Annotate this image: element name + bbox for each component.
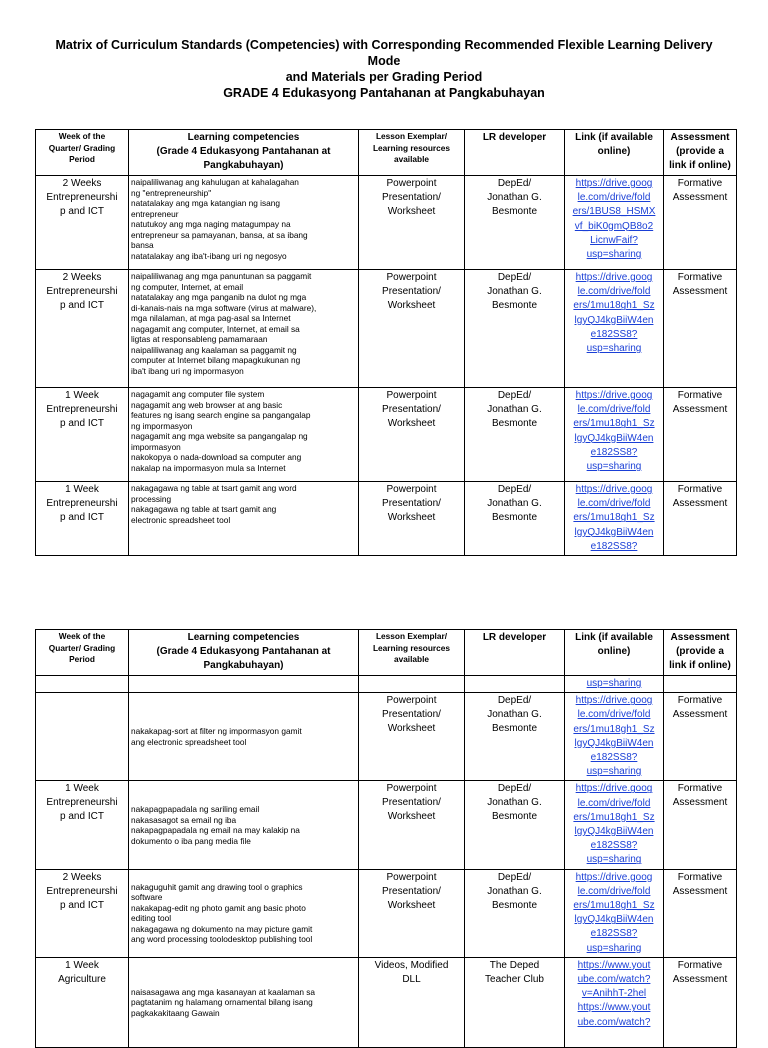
- resource-link[interactable]: le.com/drive/fold: [577, 709, 651, 721]
- resource-link[interactable]: vf_biK0gmQB8o2: [574, 220, 654, 232]
- developer-cell: [465, 176, 565, 270]
- header-link-line: Link (if available: [575, 132, 653, 143]
- exemplar-line: Presentation/: [382, 885, 441, 897]
- developer-line: Jonathan G.: [487, 709, 542, 721]
- resource-link[interactable]: https://www.yout: [577, 1002, 651, 1014]
- assessment-line: Formative: [677, 178, 723, 189]
- developer-line: DepEd/: [497, 484, 532, 495]
- week-line: Entrepreneurshi: [46, 192, 118, 203]
- assessment-line: Assessment: [672, 286, 728, 297]
- link-cell: [565, 676, 664, 693]
- table-header-row: [36, 630, 737, 676]
- header-assessment-line: link if online): [669, 660, 731, 671]
- resource-link[interactable]: v=AnihhT-2hel: [581, 988, 647, 1000]
- table-row: [36, 869, 737, 957]
- exemplar-line: Worksheet: [387, 899, 436, 911]
- week-line: Entrepreneurshi: [46, 498, 118, 509]
- developer-line: Besmonte: [491, 811, 538, 823]
- developer-line: Besmonte: [491, 300, 538, 311]
- developer-line: Besmonte: [491, 418, 538, 429]
- resource-link[interactable]: ube.com/watch?: [577, 1016, 651, 1028]
- competency-line: naipaliliwanag ang kahulugan at kahalagahan: [131, 177, 299, 187]
- competency-line: features ng isang search engine sa pangangalap: [131, 410, 311, 420]
- resource-link[interactable]: lgyQJ4kgBiiW4en: [574, 526, 654, 538]
- resource-link[interactable]: lgyQJ4kgBiiW4en: [574, 737, 654, 749]
- exemplar-line: Powerpoint: [386, 695, 437, 707]
- header-week-line: Quarter/ Grading: [48, 642, 116, 653]
- resource-link[interactable]: lgyQJ4kgBiiW4en: [574, 314, 654, 326]
- header-competencies: [129, 630, 359, 676]
- resource-link[interactable]: le.com/drive/fold: [577, 286, 651, 298]
- exemplar-line: Powerpoint: [386, 178, 437, 189]
- competency-line: natutukoy ang mga naging matagumpay na: [131, 219, 291, 229]
- resource-link[interactable]: e182SS8?: [590, 840, 638, 852]
- week-line: p and ICT: [60, 512, 104, 523]
- resource-link[interactable]: e182SS8?: [590, 446, 638, 458]
- header-developer: LR developer: [465, 630, 565, 676]
- header-developer: LR developer: [465, 130, 565, 176]
- developer-line: Jonathan G.: [487, 498, 542, 509]
- week-line: 2 Weeks: [62, 871, 102, 883]
- assessment-line: Formative: [677, 484, 723, 495]
- exemplar-cell: [359, 482, 465, 556]
- competency-line: ligtas at responsableng pamamaraan: [131, 334, 268, 344]
- table-row: [36, 482, 737, 556]
- competency-line: bansa: [131, 240, 154, 250]
- resource-link[interactable]: le.com/drive/fold: [577, 192, 651, 204]
- header-week-line: Period: [69, 654, 95, 664]
- resource-link[interactable]: e182SS8?: [590, 928, 638, 940]
- developer-cell: [465, 693, 565, 781]
- resource-link[interactable]: usp=sharing: [586, 343, 642, 355]
- exemplar-cell: [359, 957, 465, 1047]
- week-line: Entrepreneurshi: [46, 404, 118, 415]
- resource-link[interactable]: le.com/drive/fold: [577, 404, 651, 416]
- table-row: [36, 176, 737, 270]
- competency-line: naisasagawa ang mga kasanayan at kaalaman sa: [131, 986, 316, 997]
- header-competencies-line: Learning competencies: [187, 132, 300, 143]
- exemplar-cell: [359, 781, 465, 869]
- exemplar-line: Presentation/: [382, 192, 441, 203]
- resource-link[interactable]: usp=sharing: [586, 942, 642, 954]
- competency-line: nakapagpapadala ng email na may kalakip na: [131, 825, 300, 836]
- header-week-line: Period: [69, 154, 95, 164]
- developer-cell: [465, 957, 565, 1047]
- assessment-cell: [664, 176, 737, 270]
- resource-link[interactable]: LicnwFaif?: [590, 234, 638, 246]
- competency-line: ang word processing toolodesktop publishing tool: [131, 934, 313, 945]
- exemplar-line: Presentation/: [382, 797, 441, 809]
- competency-line: nagagamit ang web browser at ang basic: [131, 399, 283, 410]
- assessment-line: Formative: [677, 390, 723, 401]
- developer-cell: [465, 270, 565, 388]
- developer-cell: [465, 781, 565, 869]
- resource-link[interactable]: usp=sharing: [586, 678, 642, 689]
- competency-line: nakakapag-sort at filter ng impormasyon gamit: [131, 726, 302, 737]
- header-assessment-line: link if online): [669, 160, 731, 171]
- competencies-cell: [129, 270, 359, 388]
- developer-line: Jonathan G.: [487, 404, 542, 415]
- table-row: [36, 270, 737, 388]
- developer-line: Teacher Club: [485, 973, 544, 985]
- header-week: [36, 630, 129, 676]
- exemplar-line: Powerpoint: [386, 783, 437, 795]
- competency-line: ng computer, Internet, at email: [131, 281, 244, 292]
- exemplar-cell: [359, 176, 465, 270]
- competency-line: ang electronic spreadsheet tool: [131, 736, 247, 747]
- exemplar-line: Worksheet: [387, 206, 436, 217]
- week-line: p and ICT: [60, 300, 104, 311]
- competency-line: natatalakay ang mga panganib na dulot ng mga: [131, 292, 307, 302]
- exemplar-line: Presentation/: [382, 498, 441, 509]
- header-assessment-line: Assessment: [670, 132, 730, 143]
- week-line: Entrepreneurshi: [46, 797, 118, 809]
- competency-line: nakapagpapadala ng sariling email: [131, 804, 260, 815]
- assessment-cell: [664, 781, 737, 869]
- table-row: [36, 957, 737, 1047]
- header-link-line: online): [597, 146, 631, 157]
- week-line: Entrepreneurshi: [46, 286, 118, 297]
- developer-line: Besmonte: [491, 206, 538, 217]
- week-cell: [36, 693, 129, 781]
- assessment-line: Assessment: [672, 192, 728, 203]
- resource-link[interactable]: le.com/drive/fold: [577, 797, 651, 809]
- week-cell: [36, 869, 129, 957]
- competency-line: nakagagawa ng table at tsart gamit ang: [131, 504, 277, 514]
- assessment-cell: [664, 957, 737, 1047]
- developer-line: DepEd/: [497, 178, 532, 189]
- week-line: p and ICT: [60, 418, 104, 429]
- header-assessment: [664, 630, 737, 676]
- assessment-line: Assessment: [672, 885, 728, 897]
- week-cell: [36, 781, 129, 869]
- assessment-cell: [664, 482, 737, 556]
- exemplar-cell: [359, 676, 465, 693]
- resource-link[interactable]: https://drive.goog: [575, 484, 653, 495]
- exemplar-line: Presentation/: [382, 709, 441, 721]
- header-competencies-line: Learning competencies: [187, 632, 300, 643]
- document-title: [40, 37, 728, 85]
- week-line: 1 Week: [65, 783, 99, 795]
- table-body: [36, 176, 737, 556]
- week-cell: [36, 388, 129, 482]
- header-competencies-line: (Grade 4 Edukasyong Pantahanan at: [156, 146, 331, 157]
- resource-link[interactable]: ers/1mu18gh1_Sz: [573, 900, 655, 912]
- header-link-line: online): [597, 646, 631, 657]
- competency-line: impormasyon: [131, 441, 181, 452]
- table-row: [36, 388, 737, 482]
- competency-line: naipaliliwanag ang kaalaman sa paggamit ng: [131, 344, 297, 355]
- developer-line: DepEd/: [497, 272, 532, 283]
- competency-line: pagkakakitaang Gawain: [131, 1007, 220, 1018]
- competency-line: entrepreneur sa pamayanan, bansa, at sa ibang: [131, 229, 308, 240]
- exemplar-line: Powerpoint: [386, 272, 437, 283]
- header-competencies: [129, 130, 359, 176]
- exemplar-line: Powerpoint: [386, 390, 437, 401]
- exemplar-line: Worksheet: [387, 300, 436, 311]
- week-line: p and ICT: [60, 206, 104, 217]
- exemplar-line: DLL: [402, 973, 421, 985]
- exemplar-cell: [359, 388, 465, 482]
- link-cell: [565, 388, 664, 482]
- table-body: [36, 676, 737, 1048]
- exemplar-line: Powerpoint: [386, 484, 437, 495]
- link-cell: [565, 176, 664, 270]
- competency-table-1: [35, 129, 737, 556]
- competency-line: natatalakay ang mga katangian ng isang: [131, 198, 280, 208]
- competency-line: editing tool: [131, 913, 172, 924]
- competency-line: natatalakay ang iba't-ibang uri ng negosyo: [131, 250, 287, 261]
- document-subtitle: GRADE 4 Edukasyong Pantahanan at Pangkabuhayan: [223, 86, 545, 100]
- assessment-line: Assessment: [672, 709, 728, 721]
- exemplar-line: Presentation/: [382, 286, 441, 297]
- competency-line: nakasasagot sa email ng iba: [131, 814, 237, 825]
- assessment-line: Formative: [677, 272, 723, 283]
- developer-line: Jonathan G.: [487, 286, 542, 297]
- resource-link[interactable]: usp=sharing: [586, 461, 642, 473]
- competency-line: nakalap na impormasyon mula sa Internet: [131, 462, 286, 473]
- header-assessment-line: (provide a: [676, 646, 724, 657]
- competency-line: entrepreneur: [131, 208, 179, 219]
- header-week: [36, 130, 129, 176]
- table-row: [36, 693, 737, 781]
- competency-line: processing: [131, 493, 172, 504]
- competencies-cell: [129, 693, 359, 781]
- header-competencies-line: Pangkabuhayan): [203, 160, 284, 171]
- assessment-line: Formative: [677, 871, 723, 883]
- week-line: p and ICT: [60, 811, 104, 823]
- week-line: Entrepreneurshi: [46, 885, 118, 897]
- competency-line: ng "entrepreneurship": [131, 187, 212, 198]
- resource-link[interactable]: e182SS8?: [590, 752, 638, 764]
- resource-link[interactable]: https://drive.goog: [575, 272, 653, 283]
- competencies-cell: [129, 676, 359, 693]
- header-exemplar: [359, 130, 465, 176]
- competencies-cell: [129, 388, 359, 482]
- competency-line: di-kanais-nais na mga software (virus at malware),: [131, 302, 317, 313]
- resource-link[interactable]: ers/1mu18gh1_Sz: [573, 418, 655, 430]
- competency-line: nagagamit ang computer file system: [131, 389, 265, 399]
- developer-line: Besmonte: [491, 512, 538, 523]
- competency-line: ng impormasyon: [131, 420, 193, 431]
- exemplar-line: Worksheet: [387, 811, 436, 823]
- competency-line: nakagagawa ng dokumento na may picture gamit: [131, 923, 313, 934]
- exemplar-line: Presentation/: [382, 404, 441, 415]
- assessment-cell: [664, 676, 737, 693]
- table-header-row: [36, 130, 737, 176]
- week-cell: [36, 957, 129, 1047]
- competencies-cell: [129, 482, 359, 556]
- assessment-line: Assessment: [672, 404, 728, 415]
- header-exemplar: [359, 630, 465, 676]
- competency-line: mga nilalaman, at mga pag-asal sa Internet: [131, 313, 291, 323]
- header-week-line: Week of the: [58, 131, 106, 141]
- competency-line: computer at Internet bilang mapagkukunan ng: [131, 355, 301, 365]
- week-cell: [36, 176, 129, 270]
- developer-line: DepEd/: [497, 783, 532, 795]
- week-line: 1 Week: [65, 959, 99, 971]
- competencies-cell: [129, 176, 359, 270]
- resource-link[interactable]: ers/1mu18gh1_Sz: [573, 512, 655, 524]
- competencies-cell: [129, 957, 359, 1047]
- resource-link[interactable]: https://drive.goog: [575, 695, 653, 707]
- assessment-cell: [664, 388, 737, 482]
- week-line: 2 Weeks: [62, 272, 102, 283]
- developer-line: Besmonte: [491, 899, 538, 911]
- resource-link[interactable]: https://www.yout: [577, 959, 651, 971]
- header-exemplar-line: Learning resources: [372, 142, 450, 153]
- competency-line: dokumento o iba pang media file: [131, 835, 251, 846]
- resource-link[interactable]: le.com/drive/fold: [577, 498, 651, 510]
- developer-cell: [465, 482, 565, 556]
- resource-link[interactable]: https://drive.goog: [575, 390, 653, 401]
- competency-line: nagagamit ang mga website sa pangangalap ng: [131, 431, 308, 441]
- link-cell: [565, 693, 664, 781]
- competencies-cell: [129, 869, 359, 957]
- exemplar-line: Videos, Modified: [374, 959, 449, 971]
- link-cell: [565, 957, 664, 1047]
- header-exemplar-line: available: [393, 654, 430, 664]
- week-line: p and ICT: [60, 899, 104, 911]
- assessment-line: Formative: [677, 783, 723, 795]
- exemplar-cell: [359, 869, 465, 957]
- resource-link[interactable]: usp=sharing: [586, 854, 642, 866]
- header-competencies-line: (Grade 4 Edukasyong Pantahanan at: [156, 646, 331, 657]
- header-exemplar-line: Lesson Exemplar/: [375, 631, 447, 641]
- header-exemplar-line: Learning resources: [372, 642, 450, 653]
- competency-table-2: [35, 629, 737, 1048]
- header-week-line: Quarter/ Grading: [48, 142, 116, 153]
- resource-link[interactable]: usp=sharing: [586, 249, 642, 261]
- assessment-cell: [664, 869, 737, 957]
- assessment-line: Formative: [677, 959, 723, 971]
- week-cell: [36, 270, 129, 388]
- header-link: [565, 630, 664, 676]
- resource-link[interactable]: ers/1BUS8_HSMX: [572, 206, 656, 218]
- header-competencies-line: Pangkabuhayan): [203, 660, 284, 671]
- week-line: 2 Weeks: [62, 178, 102, 189]
- table-row: [36, 781, 737, 869]
- developer-line: Jonathan G.: [487, 192, 542, 203]
- table-row: [36, 676, 737, 693]
- assessment-line: Assessment: [672, 797, 728, 809]
- header-assessment-line: Assessment: [670, 632, 730, 643]
- header-link: [565, 130, 664, 176]
- link-cell: [565, 270, 664, 388]
- developer-line: DepEd/: [497, 695, 532, 707]
- exemplar-cell: [359, 270, 465, 388]
- resource-link[interactable]: usp=sharing: [586, 766, 642, 778]
- header-assessment: [664, 130, 737, 176]
- document-title-line-1: Matrix of Curriculum Standards (Competencies) with Corresponding Recommended Flexible Learning Delivery Mode: [55, 38, 713, 68]
- week-cell: [36, 676, 129, 693]
- header-exemplar-line: available: [393, 154, 430, 164]
- header-week-line: Week of the: [58, 631, 106, 641]
- header-assessment-line: (provide a: [676, 146, 724, 157]
- exemplar-line: Powerpoint: [386, 871, 437, 883]
- resource-link[interactable]: e182SS8?: [590, 540, 638, 552]
- resource-link[interactable]: lgyQJ4kgBiiW4en: [574, 432, 654, 444]
- assessment-line: Formative: [677, 695, 723, 707]
- resource-link[interactable]: https://drive.goog: [575, 871, 653, 883]
- resource-link[interactable]: le.com/drive/fold: [577, 885, 651, 897]
- competency-line: electronic spreadsheet tool: [131, 514, 231, 525]
- exemplar-line: Worksheet: [387, 418, 436, 429]
- developer-cell: [465, 676, 565, 693]
- link-cell: [565, 869, 664, 957]
- competencies-cell: [129, 781, 359, 869]
- competency-line: nakokopya o nada-download sa computer ang: [131, 452, 302, 462]
- header-exemplar-line: Lesson Exemplar/: [375, 131, 447, 141]
- week-cell: [36, 482, 129, 556]
- competency-line: nakagagawa ng table at tsart gamit ang word: [131, 483, 297, 493]
- resource-link[interactable]: ers/1mu18gh1_Sz: [573, 300, 655, 312]
- competency-line: iba't ibang uri ng impormasyon: [131, 365, 244, 376]
- resource-link[interactable]: https://drive.goog: [575, 178, 653, 189]
- developer-line: The Deped: [489, 959, 540, 971]
- resource-link[interactable]: lgyQJ4kgBiiW4en: [574, 826, 654, 838]
- week-line: Agriculture: [58, 973, 106, 985]
- developer-cell: [465, 869, 565, 957]
- competency-line: software: [131, 892, 163, 903]
- developer-line: DepEd/: [497, 390, 532, 401]
- assessment-line: Assessment: [672, 973, 728, 985]
- week-line: 1 Week: [65, 390, 99, 401]
- header-link-line: Link (if available: [575, 632, 653, 643]
- assessment-line: Assessment: [672, 498, 728, 509]
- competency-line: nagagamit ang computer, Internet, at email sa: [131, 323, 300, 334]
- resource-link[interactable]: ube.com/watch?: [577, 974, 651, 986]
- resource-link[interactable]: https://drive.goog: [575, 783, 653, 795]
- resource-link[interactable]: lgyQJ4kgBiiW4en: [574, 914, 654, 926]
- assessment-cell: [664, 693, 737, 781]
- competency-line: nakakapag-edit ng photo gamit ang basic photo: [131, 902, 306, 913]
- link-cell: [565, 482, 664, 556]
- resource-link[interactable]: ers/1mu18gh1_Sz: [573, 723, 655, 735]
- competency-line: pagtatanim ng halamang ornamental bilang isang: [131, 997, 313, 1008]
- assessment-cell: [664, 270, 737, 388]
- exemplar-cell: [359, 693, 465, 781]
- developer-cell: [465, 388, 565, 482]
- resource-link[interactable]: e182SS8?: [590, 328, 638, 340]
- developer-line: Besmonte: [491, 723, 538, 735]
- developer-line: DepEd/: [497, 871, 532, 883]
- competency-line: nakaguguhit gamit ang drawing tool o graphics: [131, 881, 303, 892]
- competency-line: naipaliliwanag ang mga panuntunan sa paggamit: [131, 271, 312, 281]
- resource-link[interactable]: ers/1mu18gh1_Sz: [573, 811, 655, 823]
- document-title-line-2: and Materials per Grading Period: [285, 70, 483, 84]
- developer-line: Jonathan G.: [487, 885, 542, 897]
- link-cell: [565, 781, 664, 869]
- developer-line: Jonathan G.: [487, 797, 542, 809]
- week-line: 1 Week: [65, 484, 99, 495]
- exemplar-line: Worksheet: [387, 512, 436, 523]
- exemplar-line: Worksheet: [387, 723, 436, 735]
